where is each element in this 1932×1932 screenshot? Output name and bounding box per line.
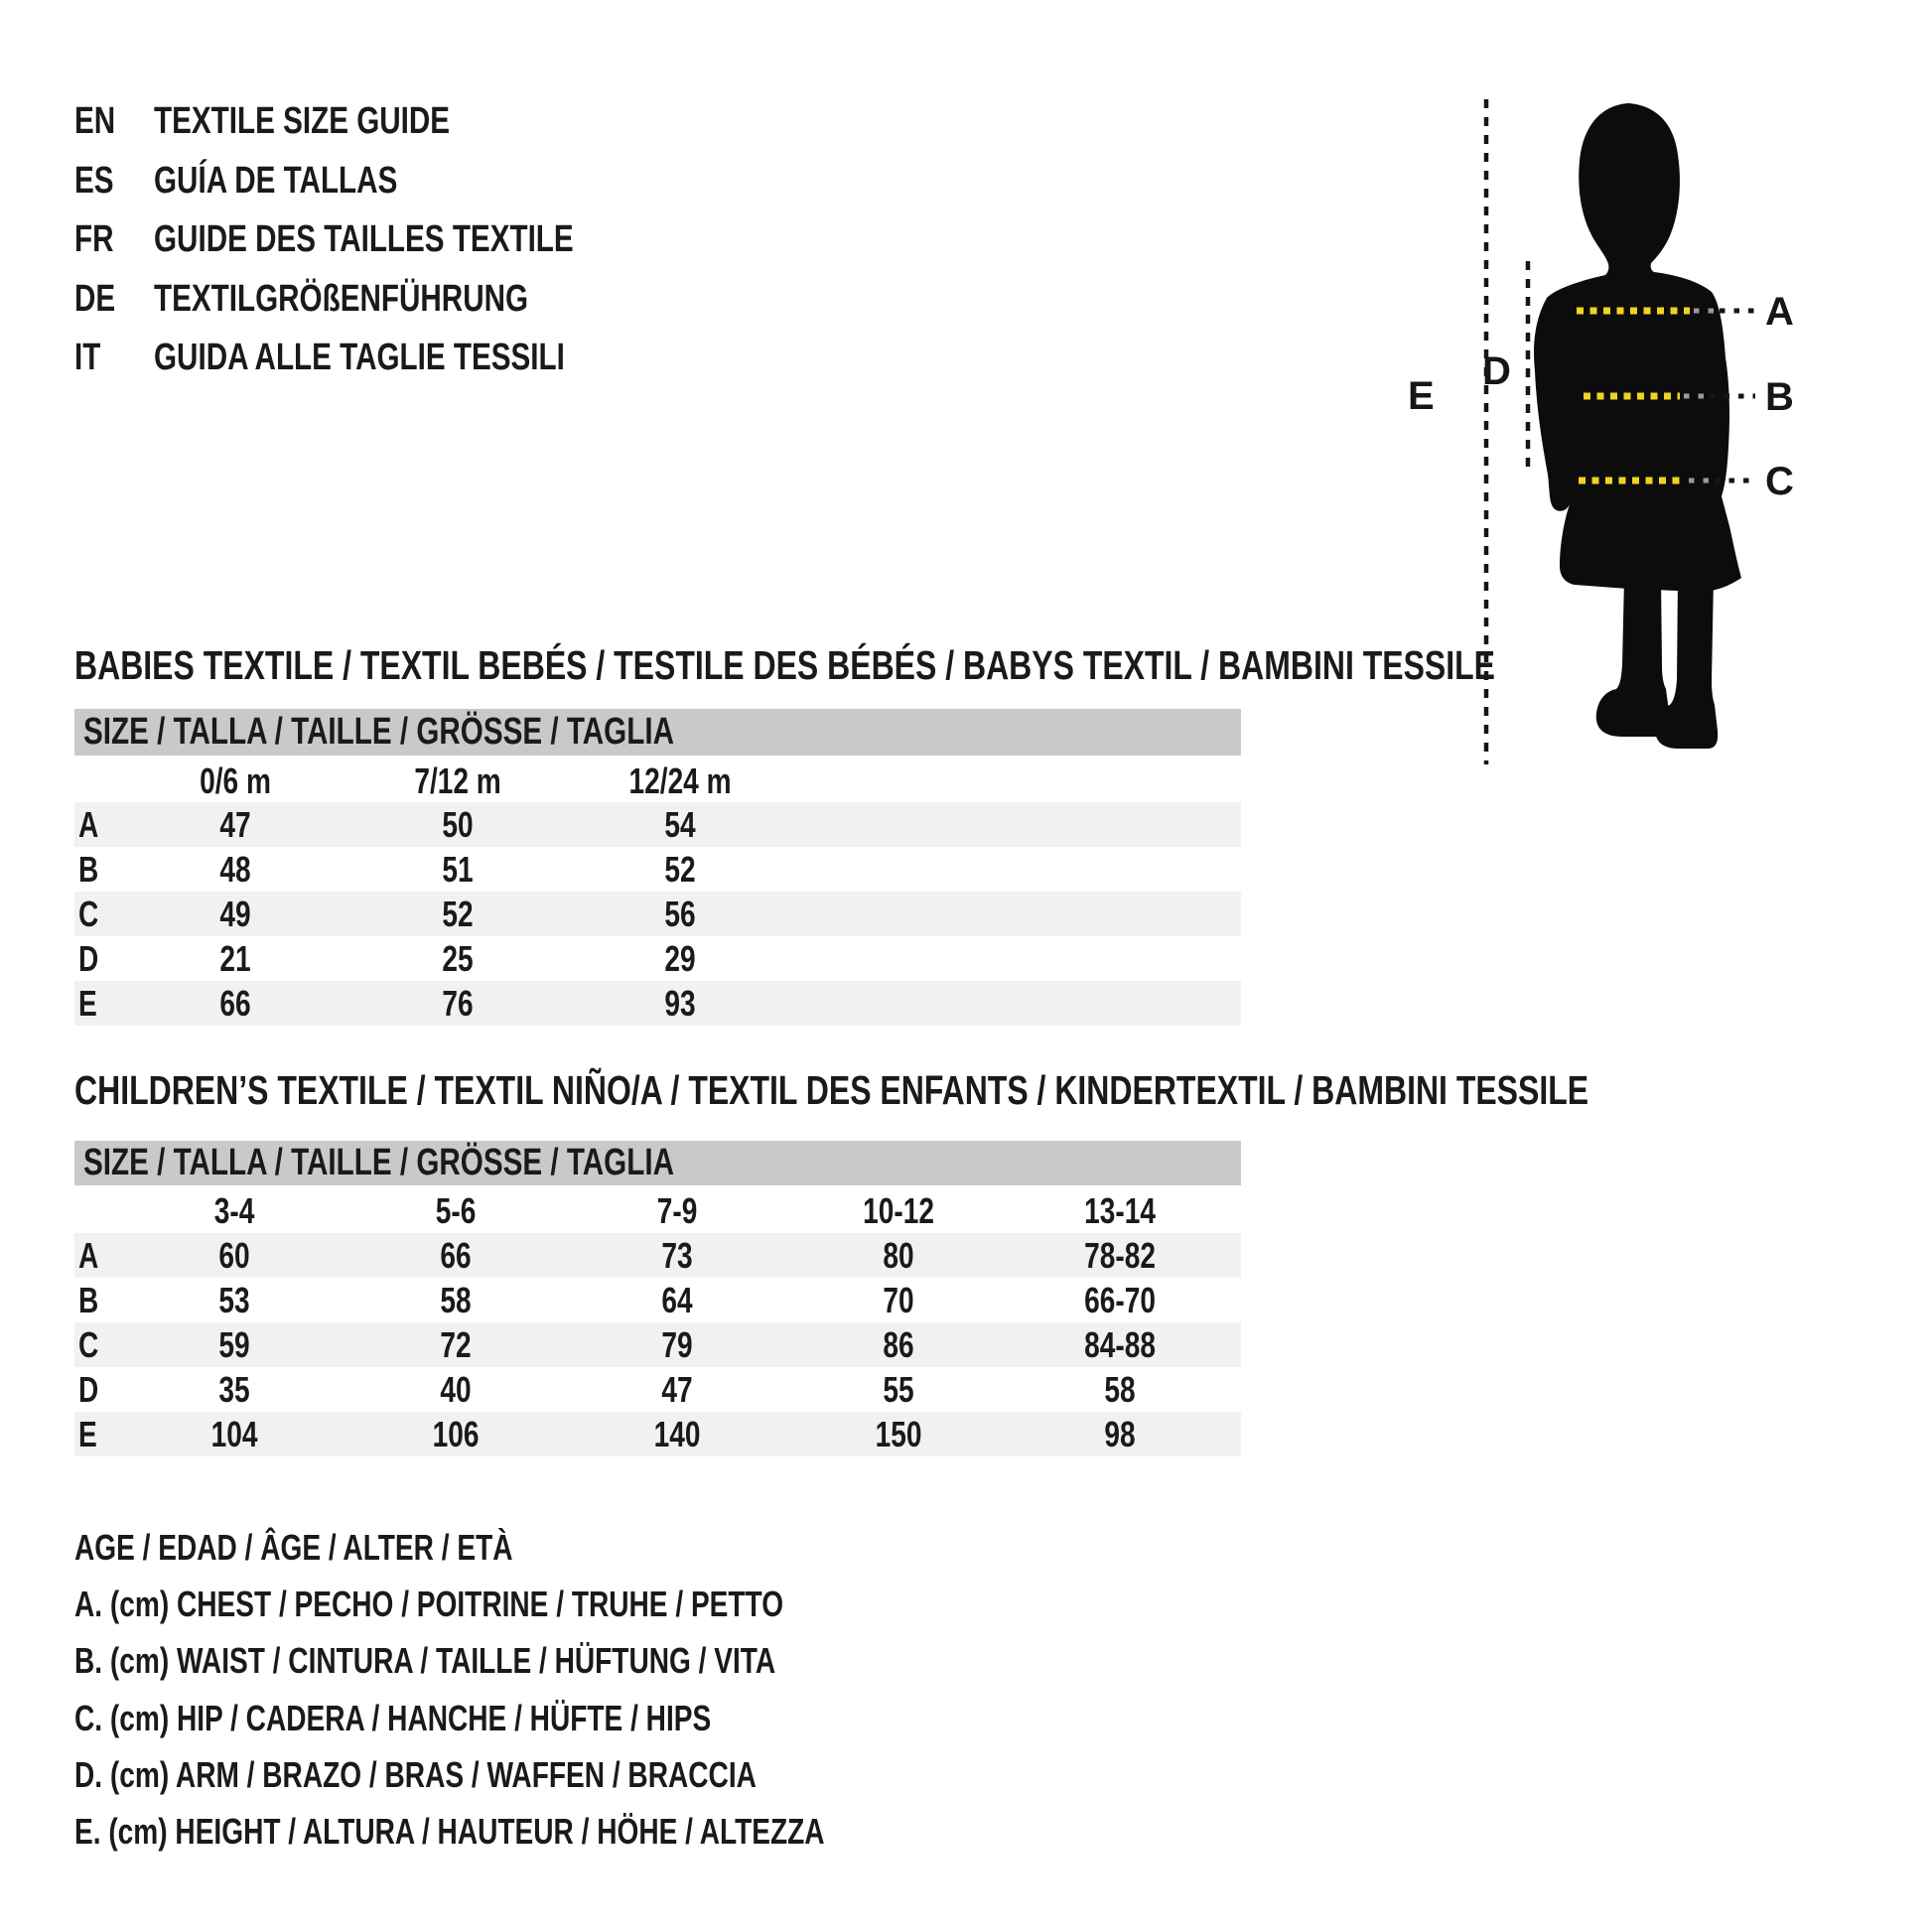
- children-col-5-6: 5-6: [345, 1189, 567, 1233]
- table-cell: 98: [1010, 1412, 1231, 1456]
- children-row-d: [74, 1367, 1241, 1412]
- figure-label-a: A: [1765, 290, 1794, 334]
- table-cell: 52: [664, 848, 696, 890]
- table-cell: 55: [883, 1368, 915, 1410]
- table-cell: 79: [567, 1322, 788, 1367]
- babies-table: [74, 760, 1241, 1026]
- lang-code-de: DE: [74, 278, 116, 320]
- table-cell: 47: [661, 1368, 694, 1410]
- lang-code-es: ES: [74, 160, 114, 202]
- lang-code-en: EN: [74, 100, 116, 142]
- figure-label-c: C: [1765, 460, 1794, 503]
- table-cell: 104: [124, 1412, 345, 1456]
- babies-row-c: [74, 892, 1241, 936]
- lang-row-fr: [74, 218, 692, 260]
- table-cell: 35: [218, 1368, 251, 1410]
- legend-arm: D. (cm) ARM / BRAZO / BRAS / WAFFEN / BRACCIA: [74, 1754, 757, 1795]
- table-cell: 60: [124, 1233, 345, 1278]
- children-col-13-14: 13-14: [1010, 1189, 1231, 1233]
- lang-code-it: IT: [74, 337, 101, 378]
- row-label: D: [78, 937, 99, 979]
- row-label: A: [74, 1233, 124, 1278]
- legend-age: AGE / EDAD / ÂGE / ALTER / ETÀ: [74, 1527, 513, 1568]
- figure-label-b: B: [1765, 375, 1794, 419]
- table-cell: 86: [788, 1322, 1010, 1367]
- children-table: [74, 1189, 1241, 1456]
- table-cell: 66: [345, 1233, 567, 1278]
- children-col-7-9: 7-9: [567, 1189, 788, 1233]
- babies-size-header-bar: SIZE / TALLA / TAILLE / GRÖSSE / TAGLIA: [74, 709, 1241, 756]
- lang-row-es: [74, 160, 467, 202]
- table-cell: 29: [664, 937, 696, 979]
- row-label: B: [78, 1279, 99, 1320]
- lang-title-it: GUIDA ALLE TAGLIE TESSILI: [154, 337, 565, 378]
- table-cell: 70: [883, 1279, 915, 1320]
- lang-title-es: GUÍA DE TALLAS: [154, 160, 398, 202]
- table-cell: 93: [569, 981, 791, 1026]
- table-cell: 66-70: [1084, 1279, 1157, 1320]
- babies-row-a: [74, 802, 1241, 847]
- children-row-c: [74, 1322, 1241, 1367]
- children-column-header-row: [74, 1189, 1241, 1233]
- table-cell: 53: [218, 1279, 251, 1320]
- figure-label-d: D: [1482, 349, 1511, 393]
- size-figure: [1380, 69, 1932, 804]
- row-label: C: [74, 892, 124, 936]
- table-cell: 76: [346, 981, 569, 1026]
- table-cell: 48: [219, 848, 251, 890]
- babies-section-title: BABIES TEXTILE / TEXTIL BEBÉS / TESTILE DES BÉBÉS / BABYS TEXTIL / BAMBINI TESSILE: [74, 642, 1496, 688]
- children-row-b: [74, 1278, 1241, 1322]
- children-row-a: [74, 1233, 1241, 1278]
- lang-row-de: [74, 278, 633, 320]
- babies-row-d: [74, 936, 1241, 981]
- babies-col-0-6m: 0/6 m: [124, 760, 346, 802]
- children-col-3-4: 3-4: [124, 1189, 345, 1233]
- row-label: E: [74, 1412, 124, 1456]
- table-cell: 56: [569, 892, 791, 936]
- babies-row-e: [74, 981, 1241, 1026]
- lang-title-en: TEXTILE SIZE GUIDE: [154, 100, 451, 142]
- table-cell: 80: [788, 1233, 1010, 1278]
- children-col-10-12: 10-12: [788, 1189, 1010, 1233]
- table-cell: 106: [345, 1412, 567, 1456]
- table-cell: 140: [567, 1412, 788, 1456]
- row-label: B: [78, 848, 99, 890]
- table-cell: 150: [788, 1412, 1010, 1456]
- children-size-header-bar: SIZE / TALLA / TAILLE / GRÖSSE / TAGLIA: [74, 1141, 1241, 1185]
- table-cell: 58: [1104, 1368, 1137, 1410]
- lang-code-fr: FR: [74, 218, 114, 260]
- legend-hip: C. (cm) HIP / CADERA / HANCHE / HÜFTE / HIPS: [74, 1698, 712, 1738]
- table-cell: 59: [124, 1322, 345, 1367]
- legend-height: E. (cm) HEIGHT / ALTURA / HAUTEUR / HÖHE / ALTEZZA: [74, 1811, 825, 1852]
- row-label: E: [74, 981, 124, 1026]
- row-label: A: [74, 802, 124, 847]
- table-cell: 50: [346, 802, 569, 847]
- table-cell: 49: [124, 892, 346, 936]
- row-label: C: [74, 1322, 124, 1367]
- children-row-e: [74, 1412, 1241, 1456]
- table-cell: 73: [567, 1233, 788, 1278]
- lang-title-fr: GUIDE DES TAILLES TEXTILE: [154, 218, 574, 260]
- row-label: D: [78, 1368, 99, 1410]
- babies-col-12-24m: 12/24 m: [569, 760, 791, 802]
- table-cell: 54: [569, 802, 791, 847]
- babies-column-header-row: [74, 760, 1241, 802]
- legend-waist: B. (cm) WAIST / CINTURA / TAILLE / HÜFTUNG / VITA: [74, 1640, 776, 1681]
- table-cell: 47: [124, 802, 346, 847]
- table-cell: 78-82: [1010, 1233, 1231, 1278]
- lang-row-it: [74, 337, 681, 378]
- table-cell: 52: [346, 892, 569, 936]
- table-cell: 72: [345, 1322, 567, 1367]
- children-section-title: CHILDREN’S TEXTILE / TEXTIL NIÑO/A / TEXTIL DES ENFANTS / KINDERTEXTIL / BAMBINI TESSILE: [74, 1067, 1589, 1113]
- lang-row-en: [74, 100, 533, 142]
- table-cell: 21: [219, 937, 251, 979]
- table-cell: 84-88: [1010, 1322, 1231, 1367]
- table-cell: 51: [442, 848, 474, 890]
- table-cell: 64: [661, 1279, 694, 1320]
- babies-col-7-12m: 7/12 m: [346, 760, 569, 802]
- table-cell: 25: [442, 937, 474, 979]
- table-cell: 66: [124, 981, 346, 1026]
- babies-row-b: [74, 847, 1241, 892]
- legend-chest: A. (cm) CHEST / PECHO / POITRINE / TRUHE / PETTO: [74, 1584, 784, 1624]
- figure-label-e: E: [1408, 374, 1435, 418]
- table-cell: 40: [440, 1368, 473, 1410]
- lang-title-de: TEXTILGRÖßENFÜHRUNG: [154, 278, 529, 320]
- table-cell: 58: [440, 1279, 473, 1320]
